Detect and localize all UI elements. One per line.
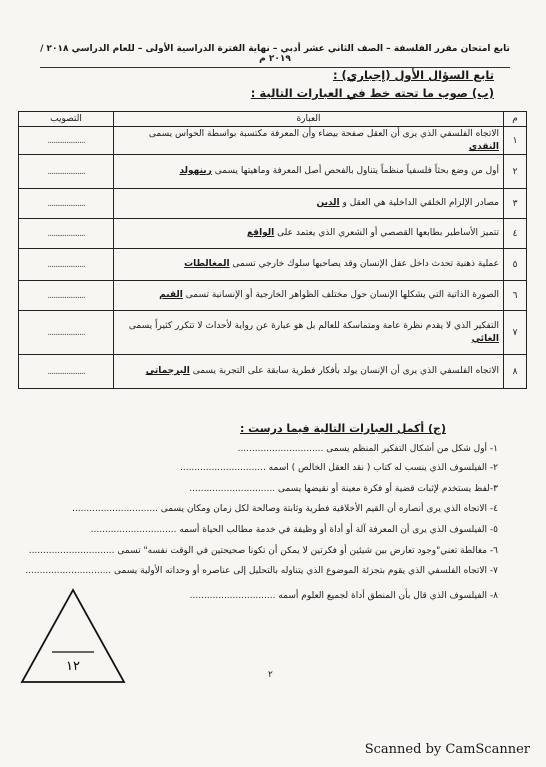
row-statement	[114, 311, 504, 355]
score-triangle	[18, 586, 128, 686]
section-c-title: (ج) أكمل العبارات التالية فيما درست :	[239, 422, 446, 435]
statement-text: أول من وضع بحثاً فلسفياً منظماً يتناول بالفحص أصل المعرفة وماهيتها يسمى	[214, 166, 499, 176]
row-statement	[114, 189, 504, 219]
completion-item[interactable]: ٣-لفظ يستخدم لإثبات قضية أو فكرة معينة أو نقيضها يسمى ..............................	[189, 484, 498, 494]
correction-field[interactable]: ....................	[19, 311, 114, 355]
completion-item[interactable]: ٦- مغالطة تعني"وجود تعارض بين شيئين أو فكرتين لا يمكن أن تكونا صحيحتين في الوقت نفسه" تسمى ..............................	[28, 546, 498, 556]
correction-field[interactable]: ....................	[19, 155, 114, 189]
row-number: ٧	[504, 311, 527, 355]
completion-item[interactable]: ١- أول شكل من أشكال التفكير المنظم يسمى ..............................	[237, 444, 498, 454]
statement-text: الاتجاه الفلسفي الذي يرى أن الإنسان يولد بأفكار فطرية سابقة على التجربة يسمى	[192, 366, 499, 376]
row-statement	[114, 219, 504, 249]
underlined-keyword: الدين	[316, 198, 340, 208]
completion-item[interactable]: ٤- الاتجاه الذي يرى أنصاره أن القيم الأخلاقية فطرية وثابتة وصالحة لكل زمان ومكان يسمى ..............................	[72, 504, 498, 514]
header-correction: التصويب	[19, 112, 114, 127]
row-number: ٦	[504, 281, 527, 311]
table-row	[19, 249, 527, 281]
table-row	[19, 127, 527, 155]
row-statement	[114, 155, 504, 189]
table-header-row	[19, 112, 527, 127]
underlined-keyword: القيم	[159, 290, 183, 300]
table-row	[19, 155, 527, 189]
table-row	[19, 189, 527, 219]
exam-header: تابع امتحان مقرر الفلسفة – الصف الثاني عشر أدبي – نهاية الفترة الدراسية الأولى – للعام الدراسي ٢٠١٨ / ٢٠١٩ م	[40, 44, 510, 68]
underlined-keyword: الغائي	[471, 333, 499, 344]
scanner-watermark: Scanned by CamScanner	[364, 742, 530, 757]
underlined-keyword: رينهولد	[179, 166, 212, 176]
table-row	[19, 281, 527, 311]
row-number: ٣	[504, 189, 527, 219]
row-number: ١	[504, 127, 527, 155]
correction-field[interactable]: ....................	[19, 189, 114, 219]
table-row	[19, 311, 527, 355]
correction-field[interactable]: ....................	[19, 355, 114, 389]
table-row	[19, 219, 527, 249]
table-row	[19, 355, 527, 389]
underlined-keyword: المغالطات	[184, 259, 230, 269]
statement-text: التفكير الذي لا يقدم نظرة عامة ومتماسكة للعالم بل هو عبارة عن رواية لأحداث لا تتكرر كثيراً يسمى	[128, 320, 499, 331]
header-num: م	[504, 112, 527, 127]
statement-text: تتميز الأساطير بطابعها القصصي أو الشعري الذي يعتمد على	[277, 228, 499, 238]
row-statement	[114, 355, 504, 389]
page-number: ٢	[268, 670, 273, 680]
correction-field[interactable]: ....................	[19, 281, 114, 311]
row-statement	[114, 281, 504, 311]
statement-text: عملية ذهنية تحدث داخل عقل الإنسان وقد يصاحبها سلوك خارجي تسمى	[232, 259, 499, 269]
completion-item[interactable]: ٢- الفيلسوف الذي ينسب له كتاب ( نقد العقل الخالص ) اسمه ..............................	[179, 463, 498, 473]
underlined-keyword: النقدي	[468, 141, 499, 152]
underlined-keyword: الواقع	[247, 228, 275, 238]
question-title: تابع السؤال الأول (إجباري) :	[332, 68, 494, 82]
header-statement: العبارة	[114, 112, 504, 127]
correction-field[interactable]: ....................	[19, 219, 114, 249]
completion-item[interactable]: ٧- الاتجاه الفلسفي الذي يقوم بتجزئة الموضوع الذي يتناوله بالتحليل إلى عناصره أو وحداته الأولية يسمى ..............................	[25, 566, 498, 576]
row-statement	[114, 249, 504, 281]
row-number: ٨	[504, 355, 527, 389]
statement-text: الصورة الذاتية التي يشكلها الإنسان حول مختلف الظواهر الخارجية أو الإنسانية تسمى	[185, 290, 499, 300]
row-statement	[114, 127, 504, 155]
score-value: ١٢	[66, 659, 80, 674]
statement-text: مصادر الإلزام الخلقي الداخلية هي العقل و	[342, 198, 499, 208]
row-number: ٢	[504, 155, 527, 189]
completion-item[interactable]: ٨- الفيلسوف الذي قال بأن المنطق أداة لجميع العلوم أسمه ..............................	[189, 591, 498, 601]
row-number: ٤	[504, 219, 527, 249]
row-number: ٥	[504, 249, 527, 281]
correction-field[interactable]: ....................	[19, 127, 114, 155]
section-b-title: (ب) صوب ما تحته خط في العبارات التالية :	[250, 86, 494, 100]
underlined-keyword: البرجماتي	[145, 366, 190, 376]
correction-table	[18, 111, 527, 389]
statement-text: الاتجاه الفلسفي الذي يرى أن العقل صفحة بيضاء وأن المعرفة مكتسبة بواسطة الحواس يسمى	[148, 128, 499, 139]
completion-item[interactable]: ٥- الفيلسوف الذي يرى أن المعرفة آلة أو أداة أو وظيفة في خدمة مطالب الحياة أسمه ..............................	[90, 525, 498, 535]
correction-field[interactable]: ....................	[19, 249, 114, 281]
